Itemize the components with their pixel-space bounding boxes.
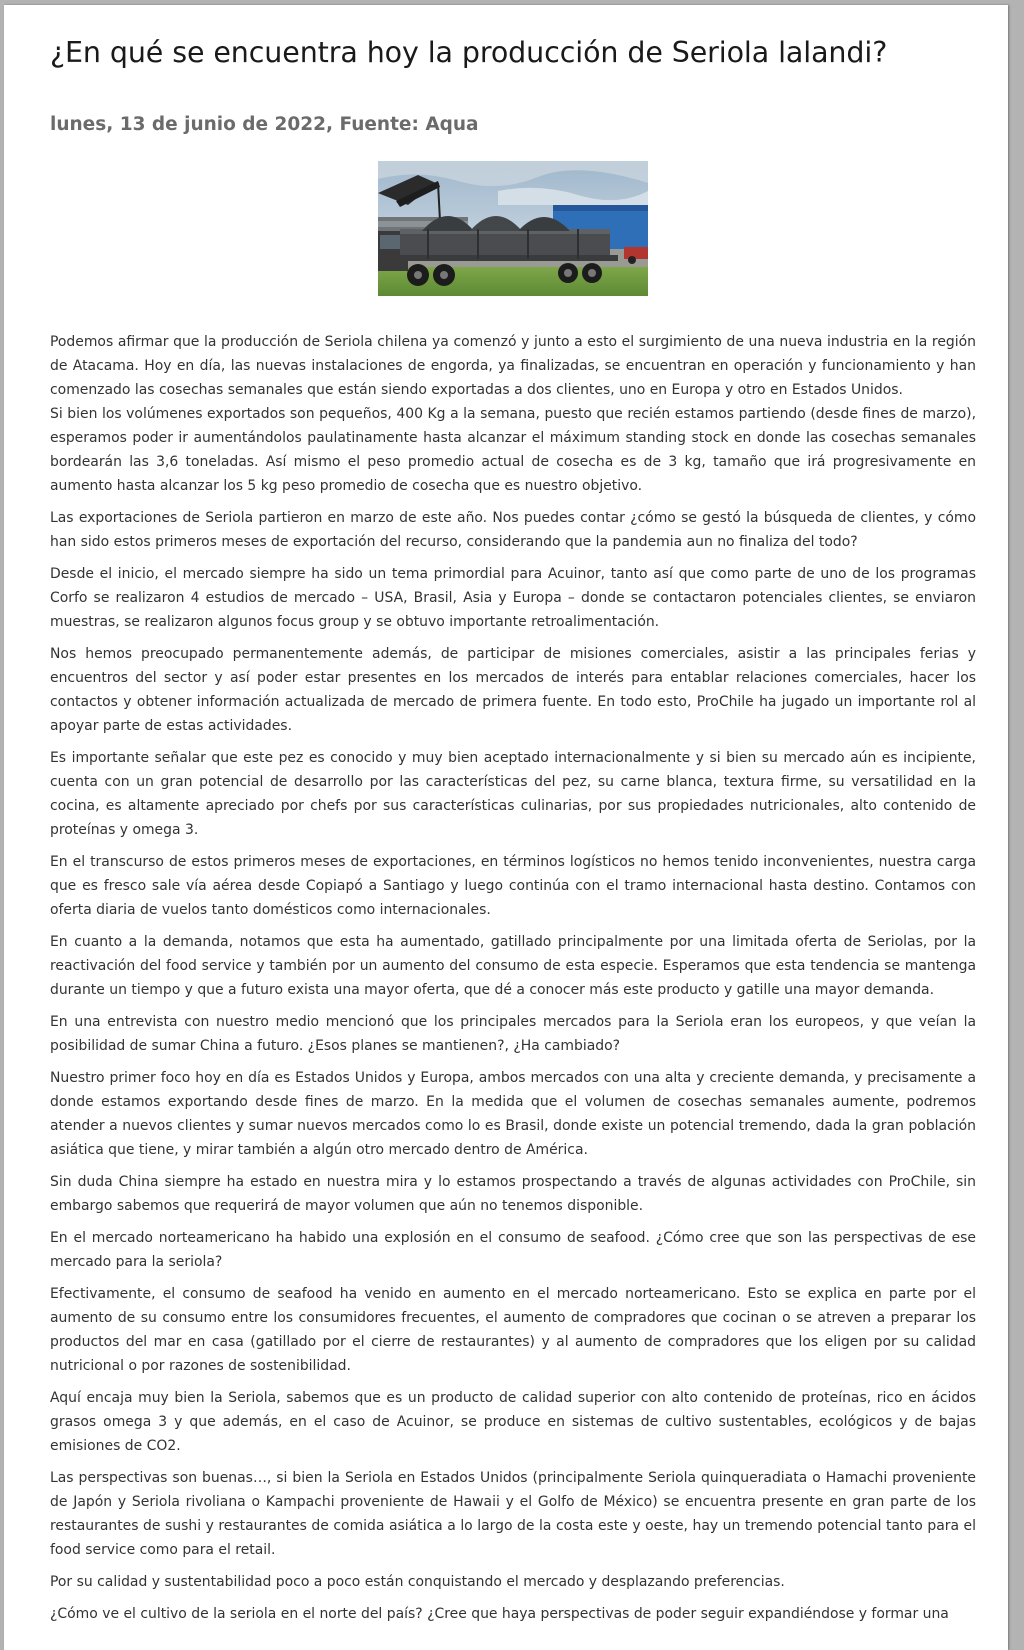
article-paragraph: Si bien los volúmenes exportados son pequeños, 400 Kg a la semana, puesto que recién estamos partiendo (desde fines de marzo), esperamos poder ir aumentándolos paulatinamente hasta alcanzar el máximum standing stock en donde las cosechas semanales bordearán las 3,6 toneladas. Así mismo el peso promedio actual de cosecha es de 3 kg, tamaño que irá progresivamente en aumento hasta alcanzar los 5 kg peso promedio de cosecha que es nuestro objetivo. [50, 406, 976, 494]
article-paragraph: En el transcurso de estos primeros meses de exportaciones, en términos logísticos no hemos tenido inconvenientes, nuestra carga que es fresco sale vía aérea desde Copiapó a Santiago y luego continúa con el tramo internacional hasta destino. Contamos con oferta diaria de vuelos tanto domésticos como internacionales. [50, 854, 976, 918]
article-title: ¿En qué se encuentra hoy la producción de Seriola lalandi? [50, 36, 888, 69]
article-date-source: lunes, 13 de junio de 2022, Fuente: Aqua [50, 114, 479, 135]
article-paragraph: En cuanto a la demanda, notamos que esta ha aumentado, gatillado principalmente por una limitada oferta de Seriolas, por la reactivación del food service y también por un aumento del consumo de esta especie. Esperamos que esta tendencia se mantenga durante un tiempo y que a futuro exista una mayor oferta, que dé a conocer más este producto y gatille una mayor demanda. [50, 934, 976, 998]
article-paragraph: Podemos afirmar que la producción de Seriola chilena ya comenzó y junto a esto el surgimiento de una nueva industria en la región de Atacama. Hoy en día, las nuevas instalaciones de engorda, ya finalizadas, se encuentran en operación y funcionamiento y han comenzado las cosechas semanales que están siendo exportadas a dos clientes, uno en Europa y otro en Estados Unidos. [50, 334, 976, 398]
article-paragraph: Sin duda China siempre ha estado en nuestra mira y lo estamos prospectando a través de algunas actividades con ProChile, sin embargo sabemos que requerirá de mayor volumen que aún no tenemos disponible. [50, 1174, 976, 1214]
article-image [378, 161, 648, 296]
article-paragraph: Aquí encaja muy bien la Seriola, sabemos que es un producto de calidad superior con alto contenido de proteínas, rico en ácidos grasos omega 3 y que además, en el caso de Acuinor, se produce en sistemas de cultivo sustentables, ecológicos y de bajas emisiones de CO2. [50, 1390, 976, 1454]
article-paragraph: Las perspectivas son buenas…, si bien la Seriola en Estados Unidos (principalmente Seriola quinqueradiata o Hamachi proveniente de Japón y Seriola rivoliana o Kampachi proveniente de Hawaii y el Golfo de México) se encuentra presente en gran parte de los restaurantes de sushi y restaurantes de comida asiática a lo largo de la costa este y oeste, hay un tremendo potencial tanto para el food service como para el retail. [50, 1470, 976, 1558]
article-body [50, 330, 976, 1626]
article-paragraph: En una entrevista con nuestro medio mencionó que los principales mercados para la Seriola eran los europeos, y que veían la posibilidad de sumar China a futuro. ¿Esos planes se mantienen?, ¿Ha cambiado? [50, 1014, 976, 1054]
article-paragraph: Nuestro primer foco hoy en día es Estados Unidos y Europa, ambos mercados con una alta y creciente demanda, y precisamente a donde estamos exportando desde fines de marzo. En la medida que el volumen de cosechas semanales aumente, podremos atender a nuevos clientes y sumar nuevos mercados como lo es Brasil, donde existe un potencial tremendo, dada la gran población asiática que tiene, y mirar también a algún otro mercado dentro de América. [50, 1070, 976, 1158]
article-paragraph: Efectivamente, el consumo de seafood ha venido en aumento en el mercado norteamericano. Esto se explica en parte por el aumento de su consumo entre los consumidores frecuentes, el aumento de compradores que cocinan o se atreven a preparar los productos del mar en casa (gatillado por el cierre de restaurantes) y al aumento de compradores que los eligen por su calidad nutricional o por razones de sostenibilidad. [50, 1286, 976, 1374]
article-paragraph: Es importante señalar que este pez es conocido y muy bien aceptado internacionalmente y si bien su mercado aún es incipiente, cuenta con un gran potencial de desarrollo por las características del pez, su carne blanca, textura firme, su versatilidad en la cocina, es altamente apreciado por chefs por sus características culinarias, por sus propiedades nutricionales, alto contenido de proteínas y omega 3. [50, 750, 976, 838]
article-paragraph: ¿Cómo ve el cultivo de la seriola en el norte del país? ¿Cree que haya perspectivas de poder seguir expandiéndose y formar una [50, 1606, 949, 1622]
article-content [50, 5, 976, 1634]
article-paragraph: Las exportaciones de Seriola partieron en marzo de este año. Nos puedes contar ¿cómo se gestó la búsqueda de clientes, y cómo han sido estos primeros meses de exportación del recurso, considerando que la pandemia aun no finaliza del todo? [50, 510, 976, 550]
article-paragraph: En el mercado norteamericano ha habido una explosión en el consumo de seafood. ¿Cómo cree que son las perspectivas de ese mercado para la seriola? [50, 1230, 976, 1270]
article-paragraph: Desde el inicio, el mercado siempre ha sido un tema primordial para Acuinor, tanto así que como parte de uno de los programas Corfo se realizaron 4 estudios de mercado – USA, Brasil, Asia y Europa – donde se contactaron potenciales clientes, se enviaron muestras, se realizaron algunos focus group y se obtuvo importante retroalimentación. [50, 566, 976, 630]
truck-with-fish-tanks-image [378, 161, 648, 296]
article-paragraph: Nos hemos preocupado permanentemente además, de participar de misiones comerciales, asistir a las principales ferias y encuentros del sector y así poder estar presentes en los mercados de interés para entablar relaciones comerciales, hacer los contactos y obtener información actualizada de mercado de primera fuente. En todo esto, ProChile ha jugado un importante rol al apoyar parte de estas actividades. [50, 646, 976, 734]
article-page [4, 5, 1008, 1650]
article-paragraph: Por su calidad y sustentabilidad poco a poco están conquistando el mercado y desplazando preferencias. [50, 1574, 785, 1590]
